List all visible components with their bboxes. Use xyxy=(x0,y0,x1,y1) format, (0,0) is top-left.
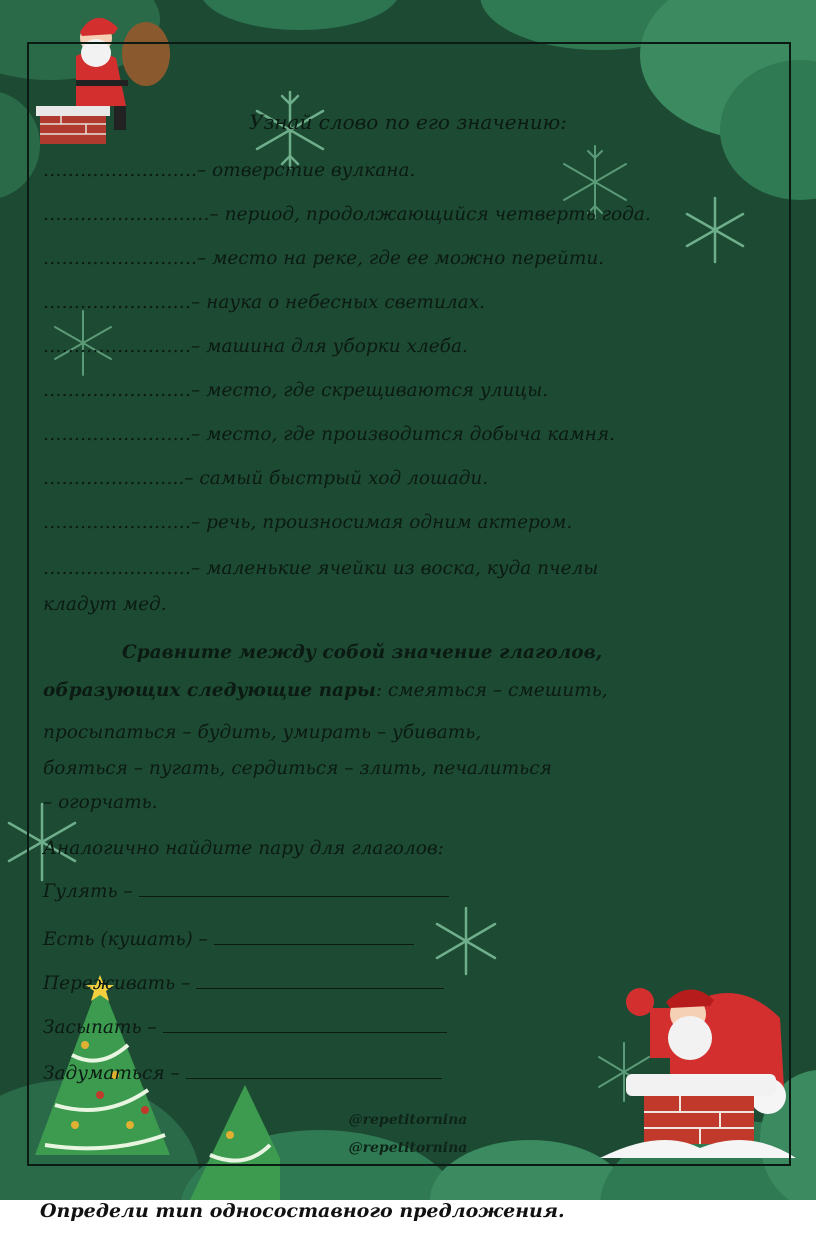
definition-line xyxy=(43,512,572,534)
analogy-item xyxy=(43,880,449,903)
definition-line xyxy=(43,380,548,402)
blank-dots: ……………………… xyxy=(43,204,210,225)
analogy-item xyxy=(43,1016,447,1039)
blank-dots: …………………… xyxy=(43,424,191,445)
blank-dots: …………………… xyxy=(43,292,191,313)
definition-text: – маленькие ячейки из воска, куда пчелы xyxy=(191,558,599,579)
answer-blank[interactable] xyxy=(139,880,449,897)
blank-dots: …………………… xyxy=(43,336,191,357)
analogy-heading: Аналогично найдите пару для глаголов: xyxy=(43,838,444,859)
answer-blank[interactable] xyxy=(214,928,414,945)
blank-dots: ……………………. xyxy=(43,248,197,269)
author-handle: @repetitornina xyxy=(348,1140,468,1156)
compare-heading-cont: образующих следующие пары xyxy=(43,680,376,701)
definition-line xyxy=(43,292,485,314)
verb-label: Гулять – xyxy=(43,881,133,902)
definition-line xyxy=(43,468,488,490)
answer-blank[interactable] xyxy=(163,1016,447,1033)
verb-label: Переживать – xyxy=(43,973,191,994)
definition-text: – место, где производится добыча камня. xyxy=(191,424,615,445)
definition-text: – наука о небесных светилах. xyxy=(191,292,486,313)
definition-line xyxy=(43,248,604,270)
blank-dots: …………………… xyxy=(43,512,191,533)
definition-text: – место на реке, где ее можно перейти. xyxy=(196,248,605,269)
cloud-decoration xyxy=(200,0,400,30)
compare-heading: Сравните между собой значение глаголов, xyxy=(122,642,603,663)
compare-pairs: : смеяться – смешить, xyxy=(375,680,608,701)
verb-label: Есть (кушать) – xyxy=(43,929,208,950)
blank-dots: ……………………. xyxy=(43,160,197,181)
answer-blank[interactable] xyxy=(186,1062,442,1079)
definition-text: – место, где скрещиваются улицы. xyxy=(191,380,549,401)
blank-dots: ………………….. xyxy=(43,468,185,489)
compare-line: бояться – пугать, сердиться – злить, печалиться xyxy=(43,758,552,779)
definition-line xyxy=(43,160,415,182)
definition-text: – отверстие вулкана. xyxy=(196,160,416,181)
definition-line xyxy=(43,424,615,446)
compare-line: просыпаться – будить, умирать – убивать, xyxy=(43,722,482,743)
analogy-item xyxy=(43,1062,442,1085)
definition-text: – самый быстрый ход лошади. xyxy=(184,468,489,489)
definition-line xyxy=(43,558,598,580)
definition-text: – машина для уборки хлеба. xyxy=(191,336,468,357)
page-title: Узнай слово по его значению: xyxy=(248,110,568,134)
verb-label: Засыпать – xyxy=(43,1017,157,1038)
compare-line: – огорчать. xyxy=(43,792,158,813)
definition-continuation: кладут мед. xyxy=(43,594,167,615)
analogy-item xyxy=(43,972,444,995)
blank-dots: …………………… xyxy=(43,380,191,401)
compare-line xyxy=(43,680,608,702)
definition-text: – речь, произносимая одним актером. xyxy=(191,512,573,533)
next-task-heading: Определи тип односоставного предложения. xyxy=(40,1200,565,1222)
definition-line xyxy=(43,204,651,226)
answer-blank[interactable] xyxy=(196,972,444,989)
definition-text: – период, продолжающийся четверть года. xyxy=(209,204,651,225)
author-handle: @repetitornina xyxy=(348,1112,468,1128)
verb-label: Задуматься – xyxy=(43,1063,180,1084)
analogy-item xyxy=(43,928,414,951)
blank-dots: …………………… xyxy=(43,558,191,579)
definition-line xyxy=(43,336,468,358)
